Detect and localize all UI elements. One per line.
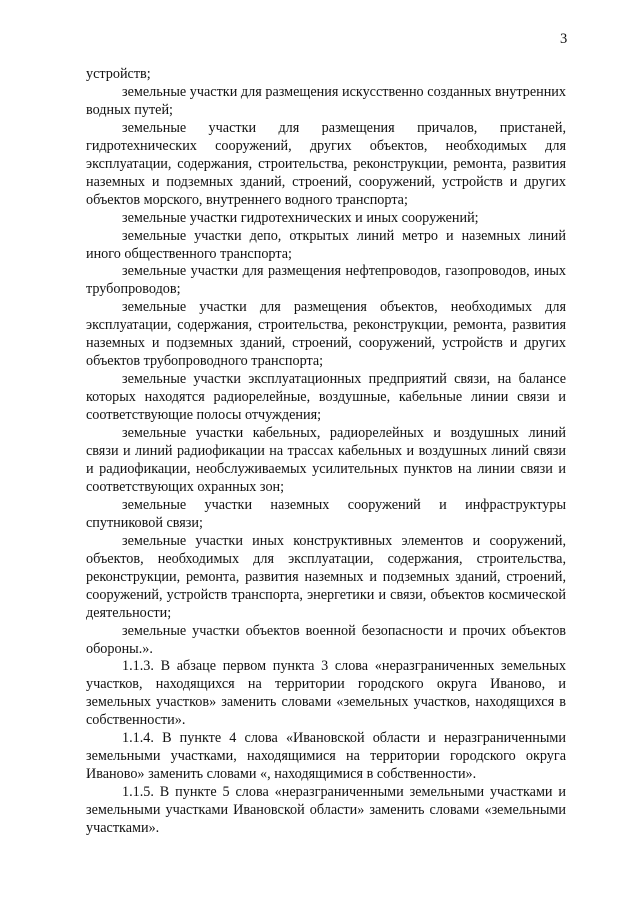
paragraph: земельные участки кабельных, радиорелейных и воздушных линий связи и линий радиофикации на трассах кабельных и воздушных линий связи и радиофикации, необслуживаемых усилительных пунктов на линии связи и соответствующих охранных зон; [86,425,566,495]
paragraph: земельные участки для размещения объектов, необходимых для эксплуатации, содержания, строительства, реконструкции, ремонта, развития наземных и подземных зданий, строений, сооружений, устройств и других объектов трубопроводного транспорта; [86,299,566,370]
paragraph: земельные участки наземных сооружений и инфраструктуры спутниковой связи; [86,496,566,531]
paragraph: земельные участки объектов военной безопасности и прочих объектов обороны.». [86,622,566,657]
clause-1-1-5: 1.1.5. В пункте 5 слова «неразграниченными земельными участками и земельными участками Ивановской области» заменить словами «земельными участками». [86,784,566,837]
paragraph: земельные участки гидротехнических и иных сооружений; [122,209,479,226]
paragraph: земельные участки депо, открытых линий метро и наземных линий иного общественного транспорта; [86,227,566,262]
paragraph: земельные участки для размещения искусственно созданных внутренних водных путей; [86,83,566,118]
clause-1-1-3: 1.1.3. В абзаце первом пункта 3 слова «неразграниченных земельных участков, находящихся на территории городского округа Иваново, и земельных участков» заменить словами «земельных участков, находящихся в собственности». [86,658,566,729]
paragraph: земельные участки эксплуатационных предприятий связи, на балансе которых находятся радиорелейные, воздушные, кабельные линии связи и соответствующие полосы отчуждения; [86,371,566,424]
paragraph-continuation: устройств; [86,66,151,82]
paragraph: земельные участки для размещения нефтепроводов, газопроводов, иных трубопроводов; [86,263,566,298]
document-body [86,66,566,838]
paragraph: земельные участки для размещения причалов, пристаней, гидротехнических сооружений, других объектов, необходимых для эксплуатации, содержания, строительства, реконструкции, ремонта, развития наземных и подземных зданий, строений, сооружений, устройств и других объектов морского, внутреннего водного транспорта; [86,119,566,208]
page-number: 3 [560,31,568,47]
paragraph: земельные участки иных конструктивных элементов и сооружений, объектов, необходимых для эксплуатации, содержания, строительства, реконструкции, ремонта, развития наземных и подземных зданий, строений, сооружений, устройств транспорта, энергетики и связи, объектов космической деятельности; [86,532,566,621]
clause-1-1-4: 1.1.4. В пункте 4 слова «Ивановской области и неразграниченными земельными участками, находящимися на территории городского округа Иваново» заменить словами «, находящимися в собственности». [86,730,566,783]
